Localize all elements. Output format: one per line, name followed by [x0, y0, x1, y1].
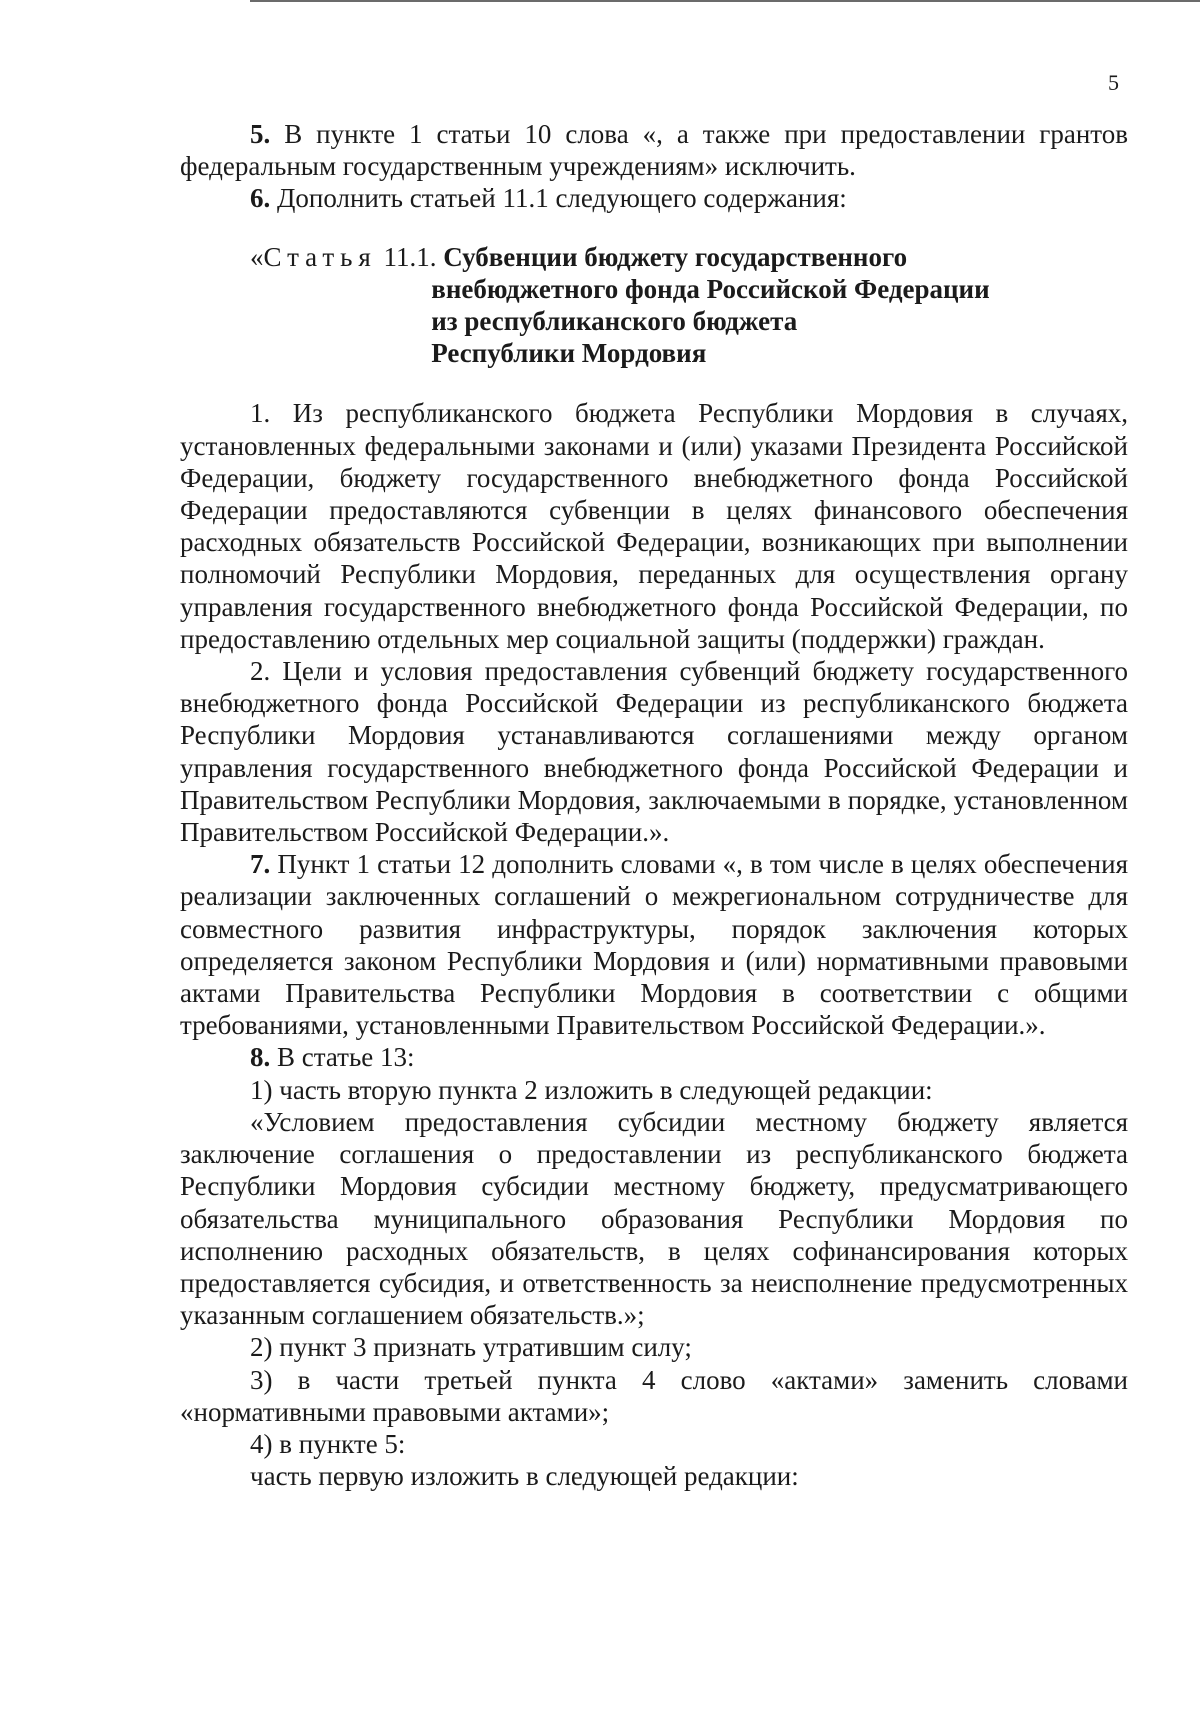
article-title	[431, 241, 1063, 370]
item-6-text: Дополнить статьей 11.1 следующего содержания:	[270, 183, 847, 214]
item-6-number: 6.	[250, 183, 271, 214]
article-prefix	[250, 241, 443, 370]
item-5-text: В пункте 1 статьи 10 слова «, а также при предоставлении грантов федеральным государственным учреждениям» исключить.	[180, 119, 1128, 182]
item-5-number: 5.	[250, 119, 271, 149]
page-number: 5	[1108, 70, 1119, 95]
article-word: Статья	[263, 241, 377, 272]
subitem-3: 3) в части третьей пункта 4 слово «актами» заменить словами «нормативными правовыми актами»;	[180, 1364, 1128, 1427]
document-body	[180, 118, 1128, 1492]
item-8-text: В статье 13:	[270, 1042, 415, 1073]
article-heading	[250, 241, 1128, 370]
scan-top-edge	[250, 0, 1200, 2]
article-paragraph-1: 1. Из республиканского бюджета Республики Мордовия в случаях, установленных федеральными законами и (или) указами Президента Российской Федерации, бюджету государственного внебюджетного фонда Российской Федерации предоставляются субвенции в целях финансового обеспечения расходных обязательств Российской Федерации, возникающих при выполнении полномочий Республики Мордовия, переданных для осуществления органу управления государственного внебюджетного фонда Российской Федерации, по предоставлению отдельных мер социальной защиты (поддержки) граждан.	[180, 398, 1128, 654]
subitem-4: 4) в пункте 5:	[250, 1428, 406, 1459]
item-7-text: Пункт 1 статьи 12 дополнить словами «, в том числе в целях обеспечения реализации заключенных соглашений о межрегиональном сотрудничестве для совместного развития инфраструктуры, порядок заключения которых определяется законом Республики Мордовия и (или) нормативными правовыми актами Правительства Республики Мордовия в соответствии с общими требованиями, установленными Правительством Российской Федерации.».	[180, 849, 1128, 1041]
article-number: 11.1.	[376, 241, 444, 272]
subitem-4-text: часть первую изложить в следующей редакции:	[250, 1461, 799, 1492]
article-title-line-4: Республики Мордовия	[431, 338, 707, 369]
subitem-1: 1) часть вторую пункта 2 изложить в следующей редакции:	[250, 1074, 933, 1105]
article-open-quote: «	[250, 241, 264, 272]
item-6-paragraph	[180, 182, 1128, 214]
item-7-number: 7.	[250, 849, 271, 880]
subitem-2: 2) пункт 3 признать утратившим силу;	[250, 1332, 692, 1363]
subitem-1-quote: «Условием предоставления субсидии местному бюджету является заключение соглашения о предоставлении из республиканского бюджета Республики Мордовия субсидии местному бюджету, предусматривающего обязательства муниципального образования Республики Мордовия по исполнению расходных обязательств, в целях софинансирования которых предоставляется субсидия, и ответственность за неисполнение предусмотренных указанным соглашением обязательств.»;	[180, 1106, 1128, 1331]
article-title-line-2: внебюджетного фонда Российской Федерации	[431, 273, 990, 304]
item-5-paragraph	[180, 118, 1128, 182]
article-title-line-3: из республиканского бюджета	[431, 306, 798, 337]
item-8-paragraph	[180, 1041, 1128, 1073]
item-8-number: 8.	[250, 1042, 271, 1073]
article-paragraph-2: 2. Цели и условия предоставления субвенций бюджету государственного внебюджетного фонда Российской Федерации из республиканского бюджета Республики Мордовия устанавливаются соглашениями между органом управления государственного внебюджетного фонда Российской Федерации и Правительством Республики Мордовия, заключаемыми в порядке, установленном Правительством Российской Федерации.».	[180, 656, 1128, 848]
item-7-paragraph	[180, 848, 1128, 1041]
article-title-line-1: Субвенции бюджету государственного	[443, 241, 908, 272]
